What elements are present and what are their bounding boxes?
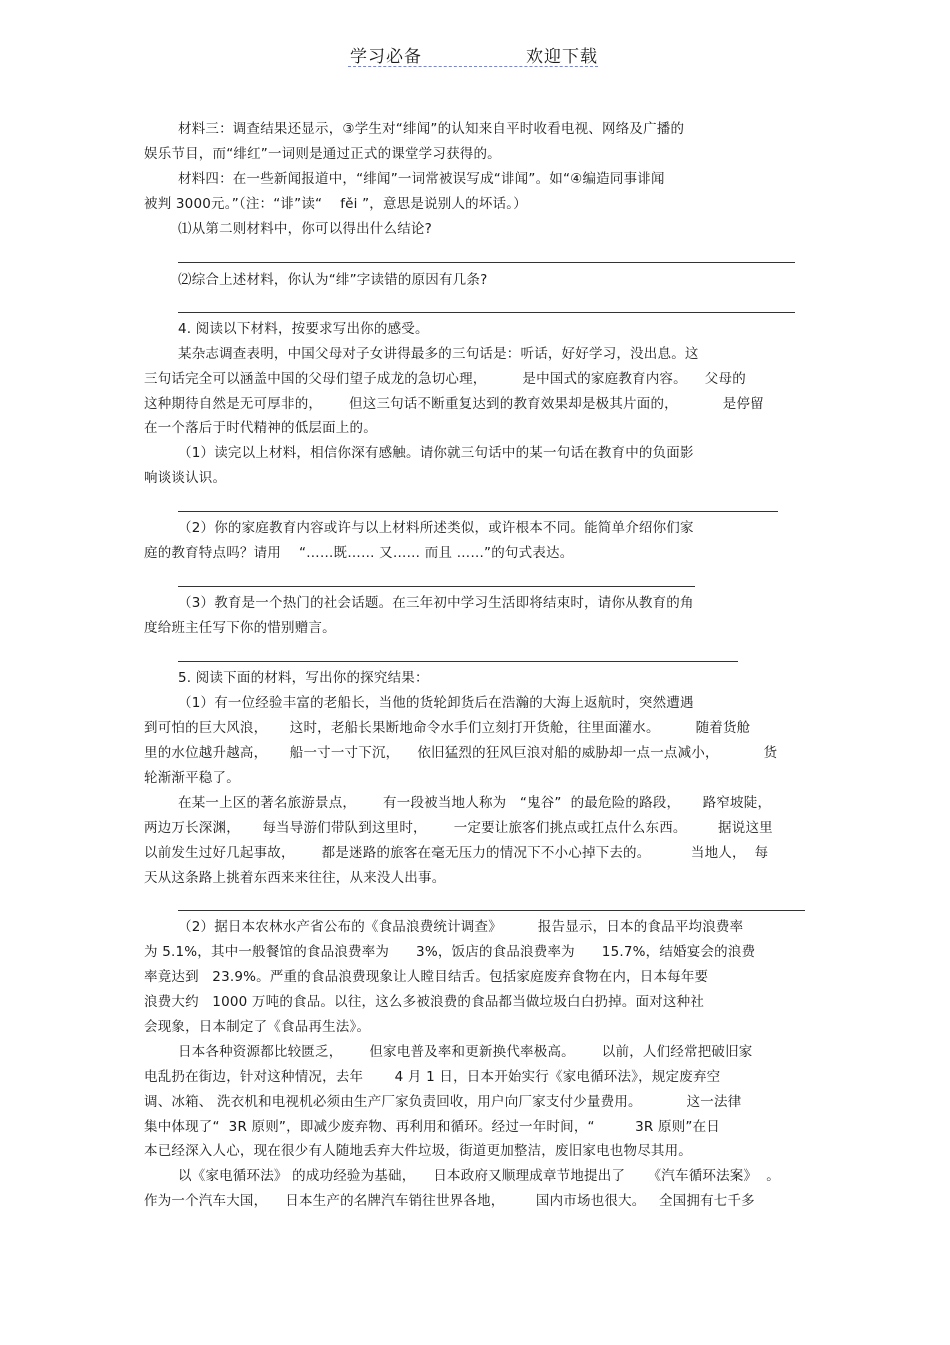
text-line: 以前发生过好几起事故， 都是迷路的旅客在毫无压力的情况下不小心掉下去的。 当地人， 每 xyxy=(144,845,769,861)
question-line: ⑵综合上述材料，你认为“绯”字读错的原因有几条? xyxy=(178,272,488,288)
text-line: 两边万长深渊， 每当导游们带队到这里时， 一定要让旅客们挑点或扛点什么东西。 据说这里 xyxy=(144,820,773,836)
text-line: 被判 3000元。”（注：“诽”读“ fěi ”，意思是说别人的坏话。） xyxy=(144,196,527,212)
question-line: 度给班主任写下你的惜别赠言。 xyxy=(144,620,336,636)
page-header xyxy=(348,40,598,67)
text-line: 率竟达到 23.9%。严重的食品浪费现象让人瞠目结舌。包括家庭废弃食物在内，日本每年要 xyxy=(144,969,709,985)
text-line: （2）据日本农林水产省公布的《食品浪费统计调查》 报告显示，日本的食品平均浪费率 xyxy=(178,919,744,935)
header-left-text: 学习必备 xyxy=(350,47,422,67)
text-line: 以《家电循环法》 的成功经验为基础， 日本政府又顺理成章节地提出了 《汽车循环法案》 。 xyxy=(178,1168,780,1184)
text-line: 娱乐节目，而“绯红”一词则是通过正式的课堂学习获得的。 xyxy=(144,146,501,162)
text-line: 某杂志调查表明，中国父母对子女讲得最多的三句话是：听话，好好学习，没出息。这 xyxy=(178,346,699,362)
answer-line xyxy=(178,661,738,662)
text-line: 里的水位越升越高， 船一寸一寸下沉， 依旧猛烈的狂风巨浪对船的威胁却一点一点减小， 货 xyxy=(144,745,778,761)
text-line: 本已经深入人心，现在很少有人随地丢弃大件垃圾，街道更加整洁，废旧家电也物尽其用。 xyxy=(144,1143,692,1159)
text-line: 浪费大约 1000 万吨的食品。以往，这么多被浪费的食品都当做垃圾白白扔掉。面对这种社 xyxy=(144,994,705,1010)
question-heading: 4. 阅读以下材料，按要求写出你的感受。 xyxy=(178,321,429,337)
text-line: 在某一上区的著名旅游景点， 有一段被当地人称为 “鬼谷” 的最危险的路段， 路窄坡陡， xyxy=(178,795,772,811)
question-line: （2）你的家庭教育内容或许与以上材料所述类似，或许根本不同。能简单介绍你们家 xyxy=(178,520,694,536)
text-line: 材料三：调查结果还显示，③学生对“绯闻”的认知来自平时收看电视、网络及广播的 xyxy=(178,121,685,137)
question-heading: 5. 阅读下面的材料，写出你的探究结果： xyxy=(178,670,429,686)
answer-line xyxy=(178,312,795,313)
answer-line xyxy=(178,262,795,263)
text-line: 为 5.1%，其中一般餐馆的食品浪费率为 3%，饭店的食品浪费率为 15.7%，结婚宴会的浪费 xyxy=(144,944,756,960)
text-line: 到可怕的巨大风浪， 这时，老船长果断地命令水手们立刻打开货舱，往里面灌水。 随着货舱 xyxy=(144,720,751,736)
question-line: 庭的教育特点吗？请用 “……既…… 又…… 而且 ……”的句式表达。 xyxy=(144,545,574,561)
text-line: 这种期待自然是无可厚非的， 但这三句话不断重复达到的教育效果却是极其片面的， 是停留 xyxy=(144,396,764,412)
text-line: 集中体现了“ 3R 原则”，即减少废弃物、再利用和循环。经过一年时间，“ 3R 原则”在日 xyxy=(144,1119,720,1135)
question-line: （1）读完以上材料，相信你深有感触。请你就三句话中的某一句话在教育中的负面影 xyxy=(178,445,694,461)
text-line: 轮渐渐平稳了。 xyxy=(144,770,240,786)
text-line: 日本各种资源都比较匮乏， 但家电普及率和更新换代率极高。 以前，人们经常把破旧家 xyxy=(178,1044,753,1060)
text-line: 作为一个汽车大国， 日本生产的名牌汽车销往世界各地， 国内市场也很大。 全国拥有七千多 xyxy=(144,1193,755,1209)
answer-line xyxy=(178,511,778,512)
text-line: （1）有一位经验丰富的老船长，当他的货轮卸货后在浩瀚的大海上返航时，突然遭遇 xyxy=(178,695,694,711)
text-line: 电乱扔在街边，针对这种情况，去年 4 月 1 日，日本开始实行《家电循环法》，规定废弃空 xyxy=(144,1069,721,1085)
question-line: ⑴从第二则材料中，你可以得出什么结论? xyxy=(178,221,432,237)
question-line: （3）教育是一个热门的社会话题。在三年初中学习生活即将结束时，请你从教育的角 xyxy=(178,595,694,611)
answer-line xyxy=(178,910,805,911)
text-line: 材料四：在一些新闻报道中，“绯闻”一词常被误写成“诽闻”。如“④编造同事诽闻 xyxy=(178,171,665,187)
text-line: 在一个落后于时代精神的低层面上的。 xyxy=(144,420,377,436)
question-line: 响谈谈认识。 xyxy=(144,470,227,486)
text-line: 天从这条路上挑着东西来来往往，从来没人出事。 xyxy=(144,870,446,886)
text-line: 三句话完全可以涵盖中国的父母们望子成龙的急切心理， 是中国式的家庭教育内容。 父母的 xyxy=(144,371,746,387)
header-right-text: 欢迎下载 xyxy=(526,47,598,67)
answer-line xyxy=(178,586,695,587)
text-line: 调、冰箱、 洗衣机和电视机必须由生产厂家负责回收，用户向厂家支付少量费用。 这一法律 xyxy=(144,1094,742,1110)
text-line: 会现象，日本制定了《食品再生法》。 xyxy=(144,1019,371,1035)
